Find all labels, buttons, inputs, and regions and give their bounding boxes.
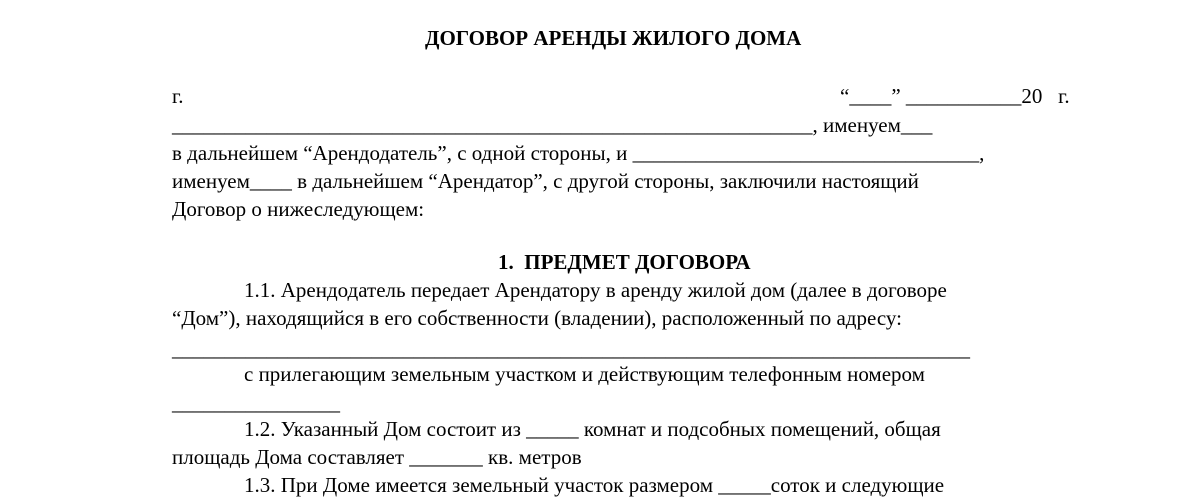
preamble-line-2: в дальнейшем “Арендодатель”, с одной стороны, и _________________________________, [172,141,985,165]
clause-1-1-line-3: с прилегающим земельным участком и действующим телефонным номером [244,362,925,386]
preamble-line-4: Договор о нижеследующем: [172,197,425,221]
section-heading: 1. ПРЕДМЕТ ДОГОВОРА [498,250,751,274]
clause-1-1-line-1: 1.1. Арендодатель передает Арендатору в аренду жилой дом (далее в договоре [244,278,947,302]
phone-blank-line: ________________ [172,391,340,415]
address-blank-line: ____________________________________________________________________________ [172,337,970,361]
preamble-line-3: именуем____ в дальнейшем “Арендатор”, с другой стороны, заключили настоящий [172,169,919,193]
clause-1-1-line-2: “Дом”), находящийся в его собственности (владении), расположенный по адресу: [172,306,902,330]
clause-1-2-line-1: 1.2. Указанный Дом состоит из _____ комнат и подсобных помещений, общая [244,417,941,441]
date-field: “____” ___________20 г. [840,84,1070,108]
document-title: ДОГОВОР АРЕНДЫ ЖИЛОГО ДОМА [425,26,802,50]
clause-1-3-line-1: 1.3. При Доме имеется земельный участок размером _____соток и следующие [244,473,945,497]
preamble-line-1: _____________________________________________________________, именуем___ [172,113,933,137]
clause-1-2-line-2: площадь Дома составляет _______ кв. метров [172,445,582,469]
city-field: г. [172,84,184,108]
